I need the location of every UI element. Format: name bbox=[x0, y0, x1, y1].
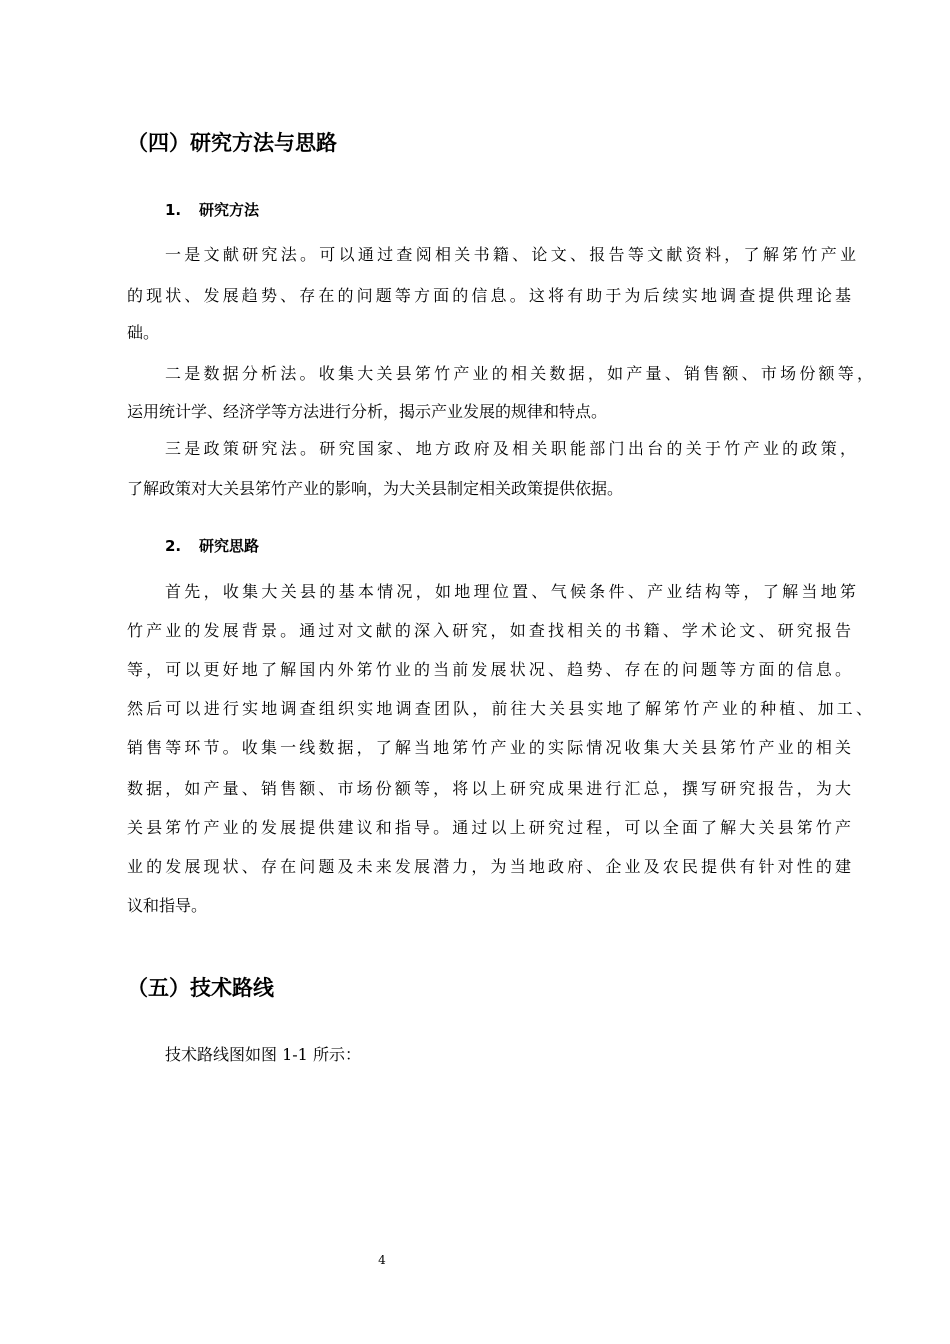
section-heading-technical-route: （五）技术路线 bbox=[127, 976, 274, 1000]
paragraph-line: 的现状、发展趋势、存在的问题等方面的信息。这将有助于为后续实地调查提供理论基 bbox=[127, 286, 851, 305]
paragraph-line: 三是政策研究法。研究国家、地方政府及相关职能部门出台的关于竹产业的政策， bbox=[165, 439, 856, 458]
paragraph-line: 数据，如产量、销售额、市场份额等，将以上研究成果进行汇总，撰写研究报告，为大 bbox=[127, 779, 851, 798]
paragraph-line: 业的发展现状、存在问题及未来发展潜力，为当地政府、企业及农民提供有针对性的建 bbox=[127, 857, 851, 876]
page-number: 4 bbox=[378, 1253, 386, 1267]
paragraph-line: 议和指导。 bbox=[127, 896, 208, 915]
subsection-heading-methods bbox=[165, 200, 259, 220]
subsection-number: 1. bbox=[165, 201, 182, 219]
technical-route-intro: 技术路线图如图 1-1 所示： bbox=[165, 1045, 361, 1064]
paragraph-line: 然后可以进行实地调查组织实地调查团队，前往大关县实地了解笫竹产业的种植、加工、 bbox=[127, 699, 872, 718]
paragraph-line: 二是数据分析法。收集大关县笫竹产业的相关数据，如产量、销售额、市场份额等， bbox=[165, 364, 873, 383]
subsection-title: 研究思路 bbox=[199, 537, 260, 555]
paragraph-line: 运用统计学、经济学等方法进行分析，揭示产业发展的规律和特点。 bbox=[127, 402, 608, 421]
paragraph-line: 础。 bbox=[127, 323, 160, 342]
subsection-number: 2. bbox=[165, 537, 182, 555]
paragraph-line: 一是文献研究法。可以通过查阅相关书籍、论文、报告等文献资料，了解笫竹产业 bbox=[165, 245, 856, 264]
paragraph-line: 关县笫竹产业的发展提供建议和指导。通过以上研究过程，可以全面了解大关县笫竹产 bbox=[127, 818, 851, 837]
paragraph-line: 了解政策对大关县笫竹产业的影响，为大关县制定相关政策提供依据。 bbox=[127, 479, 624, 498]
paragraph-line: 等，可以更好地了解国内外笫竹业的当前发展状况、趋势、存在的问题等方面的信息。 bbox=[127, 660, 851, 679]
paragraph-line: 首先，收集大关县的基本情况，如地理位置、气候条件、产业结构等，了解当地笫 bbox=[165, 582, 856, 601]
paragraph-line: 销售等环节。收集一线数据，了解当地笫竹产业的实际情况收集大关县笫竹产业的相关 bbox=[127, 738, 851, 757]
subsection-title: 研究方法 bbox=[199, 201, 260, 219]
paragraph-line: 竹产业的发展背景。通过对文献的深入研究，如查找相关的书籍、学术论文、研究报告 bbox=[127, 621, 851, 640]
subsection-heading-approach bbox=[165, 536, 259, 556]
section-heading-research-methods: （四）研究方法与思路 bbox=[127, 131, 337, 155]
